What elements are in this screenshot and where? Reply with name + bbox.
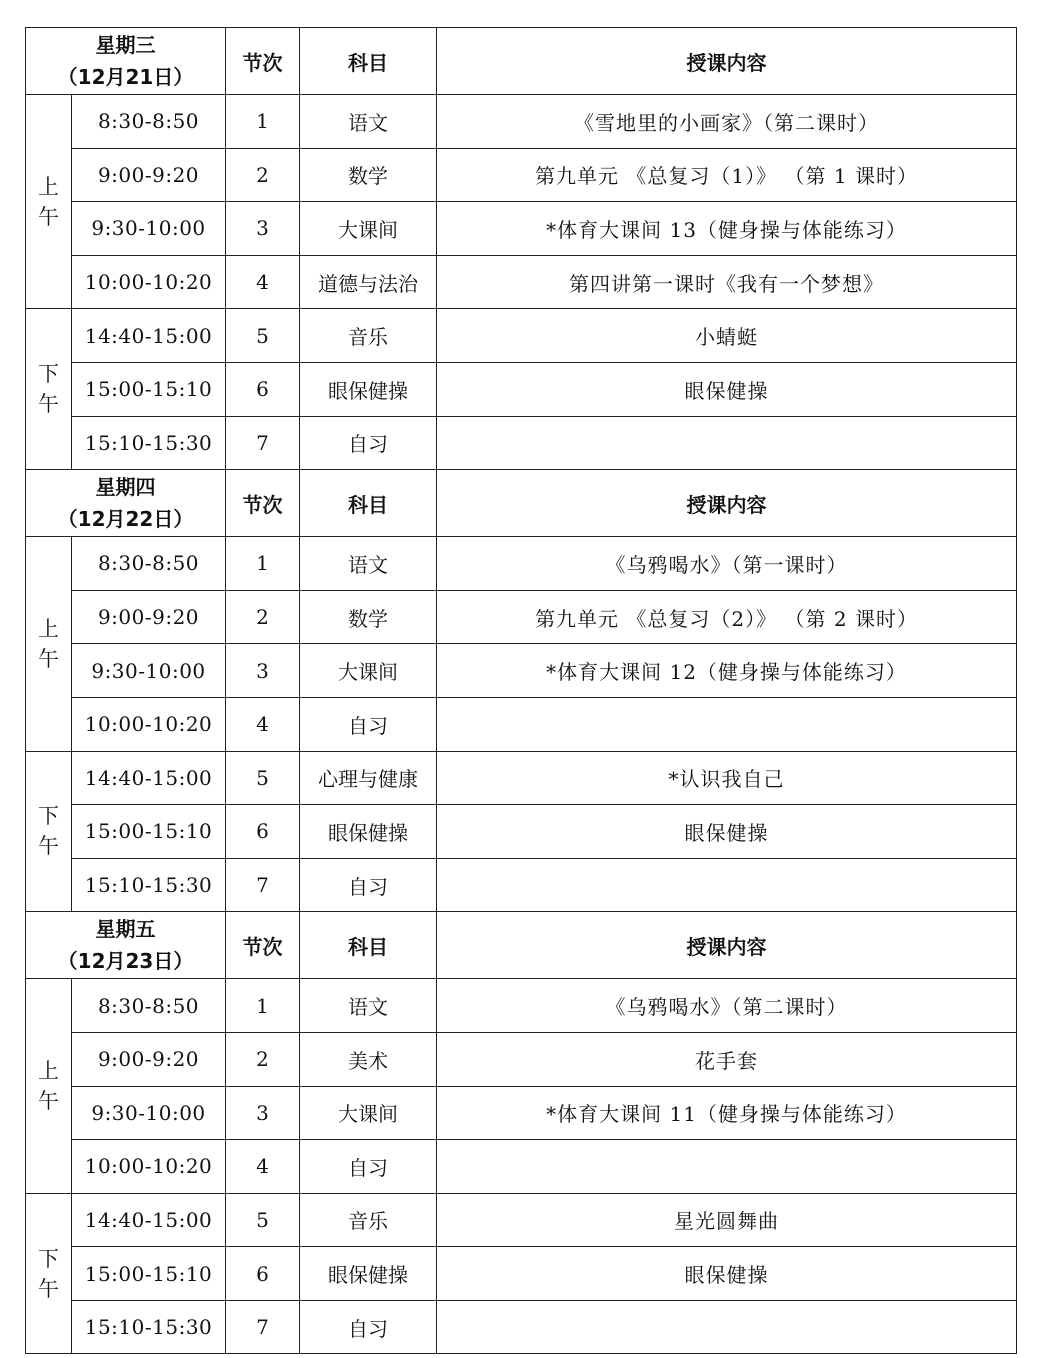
subject-cell: 数学: [300, 590, 437, 644]
period-cell: 2: [226, 590, 300, 644]
time-cell: 9:00-9:20: [72, 1032, 226, 1086]
time-cell: 15:10-15:30: [72, 1300, 226, 1354]
subject-cell: 大课间: [300, 202, 437, 256]
content-cell: [437, 1300, 1017, 1354]
table-row: [26, 644, 1017, 698]
period-cell: 6: [226, 1247, 300, 1301]
content-cell: [437, 416, 1017, 470]
period-cell: 2: [226, 1032, 300, 1086]
session-label: 下午: [38, 804, 59, 859]
day-header-row: [26, 28, 1017, 95]
time-cell: 9:00-9:20: [72, 148, 226, 202]
time-cell: 9:30-10:00: [72, 1086, 226, 1140]
time-cell: 10:00-10:20: [72, 697, 226, 751]
table-row: [26, 1193, 1017, 1247]
subject-cell: 音乐: [300, 309, 437, 363]
period-cell: 7: [226, 1300, 300, 1354]
time-cell: 15:10-15:30: [72, 858, 226, 912]
content-cell: 花手套: [437, 1032, 1017, 1086]
table-row: [26, 805, 1017, 859]
period-header: 节次: [226, 470, 300, 537]
subject-cell: 语文: [300, 95, 437, 149]
session-label: 上午: [38, 1059, 59, 1113]
period-cell: 4: [226, 255, 300, 309]
content-cell: 眼保健操: [437, 805, 1017, 859]
subject-cell: 眼保健操: [300, 1247, 437, 1301]
day-cell: [26, 28, 226, 95]
subject-header: 科目: [300, 470, 437, 537]
content-cell: *认识我自己: [437, 751, 1017, 805]
content-cell: 第九单元 《总复习（2）》 （第 2 课时）: [437, 590, 1017, 644]
schedule-body: [26, 28, 1017, 1354]
period-cell: 7: [226, 858, 300, 912]
time-cell: 15:00-15:10: [72, 805, 226, 859]
content-cell: *体育大课间 13（健身操与体能练习）: [437, 202, 1017, 256]
table-row: [26, 979, 1017, 1033]
time-cell: 15:10-15:30: [72, 416, 226, 470]
content-cell: [437, 1140, 1017, 1194]
content-header: 授课内容: [437, 470, 1017, 537]
period-cell: 3: [226, 644, 300, 698]
subject-cell: 心理与健康: [300, 751, 437, 805]
session-label: 上午: [38, 616, 59, 671]
day-date: （12月21日）: [57, 65, 194, 89]
table-row: [26, 95, 1017, 149]
subject-cell: 美术: [300, 1032, 437, 1086]
time-cell: 14:40-15:00: [72, 1193, 226, 1247]
subject-cell: 大课间: [300, 644, 437, 698]
subject-cell: 自习: [300, 416, 437, 470]
period-cell: 3: [226, 1086, 300, 1140]
table-row: [26, 1086, 1017, 1140]
day-name: 星期四: [95, 475, 156, 500]
table-row: [26, 858, 1017, 912]
content-cell: *体育大课间 12（健身操与体能练习）: [437, 644, 1017, 698]
session-cell: [26, 751, 72, 912]
session-cell: [26, 1193, 72, 1354]
subject-cell: 语文: [300, 979, 437, 1033]
schedule-table: [25, 27, 1017, 1354]
day-header-row: [26, 470, 1017, 537]
day-name: 星期三: [95, 33, 156, 57]
content-cell: 《乌鸦喝水》（第二课时）: [437, 979, 1017, 1033]
time-cell: 14:40-15:00: [72, 751, 226, 805]
subject-cell: 自习: [300, 858, 437, 912]
time-cell: 15:00-15:10: [72, 1247, 226, 1301]
time-cell: 14:40-15:00: [72, 309, 226, 363]
content-header: 授课内容: [437, 28, 1017, 95]
table-row: [26, 751, 1017, 805]
session-label: 上午: [38, 174, 59, 229]
period-cell: 5: [226, 309, 300, 363]
period-cell: 1: [226, 537, 300, 591]
day-date: （12月22日）: [57, 507, 194, 532]
subject-header: 科目: [300, 28, 437, 95]
session-label: 下午: [38, 362, 59, 417]
content-cell: 《雪地里的小画家》（第二课时）: [437, 95, 1017, 149]
content-cell: 星光圆舞曲: [437, 1193, 1017, 1247]
session-cell: [26, 979, 72, 1193]
table-row: [26, 255, 1017, 309]
period-cell: 5: [226, 1193, 300, 1247]
day-cell: [26, 912, 226, 979]
period-cell: 4: [226, 697, 300, 751]
session-cell: [26, 95, 72, 309]
period-cell: 2: [226, 148, 300, 202]
table-row: [26, 362, 1017, 416]
time-cell: 8:30-8:50: [72, 537, 226, 591]
time-cell: 9:30-10:00: [72, 644, 226, 698]
table-row: [26, 1032, 1017, 1086]
subject-cell: 大课间: [300, 1086, 437, 1140]
subject-cell: 自习: [300, 1140, 437, 1194]
period-header: 节次: [226, 28, 300, 95]
time-cell: 8:30-8:50: [72, 95, 226, 149]
subject-cell: 道德与法治: [300, 255, 437, 309]
subject-header: 科目: [300, 912, 437, 979]
content-header: 授课内容: [437, 912, 1017, 979]
table-row: [26, 590, 1017, 644]
table-row: [26, 148, 1017, 202]
period-cell: 7: [226, 416, 300, 470]
content-cell: 眼保健操: [437, 362, 1017, 416]
session-cell: [26, 537, 72, 751]
subject-cell: 数学: [300, 148, 437, 202]
content-cell: 第九单元 《总复习（1）》 （第 1 课时）: [437, 148, 1017, 202]
period-cell: 5: [226, 751, 300, 805]
content-cell: 第四讲第一课时《我有一个梦想》: [437, 255, 1017, 309]
subject-cell: 语文: [300, 537, 437, 591]
time-cell: 9:00-9:20: [72, 590, 226, 644]
table-row: [26, 537, 1017, 591]
period-cell: 1: [226, 979, 300, 1033]
time-cell: 9:30-10:00: [72, 202, 226, 256]
content-cell: [437, 858, 1017, 912]
table-row: [26, 416, 1017, 470]
day-date: （12月23日）: [57, 949, 194, 974]
content-cell: 眼保健操: [437, 1247, 1017, 1301]
time-cell: 10:00-10:20: [72, 1140, 226, 1194]
subject-cell: 眼保健操: [300, 362, 437, 416]
subject-cell: 音乐: [300, 1193, 437, 1247]
period-cell: 6: [226, 362, 300, 416]
session-cell: [26, 309, 72, 470]
table-row: [26, 202, 1017, 256]
table-row: [26, 309, 1017, 363]
content-cell: 小蜻蜓: [437, 309, 1017, 363]
period-cell: 1: [226, 95, 300, 149]
time-cell: 8:30-8:50: [72, 979, 226, 1033]
period-header: 节次: [226, 912, 300, 979]
time-cell: 10:00-10:20: [72, 255, 226, 309]
table-row: [26, 697, 1017, 751]
content-cell: 《乌鸦喝水》（第一课时）: [437, 537, 1017, 591]
table-row: [26, 1247, 1017, 1301]
content-cell: *体育大课间 11（健身操与体能练习）: [437, 1086, 1017, 1140]
content-cell: [437, 697, 1017, 751]
session-label: 下午: [38, 1246, 59, 1301]
subject-cell: 眼保健操: [300, 805, 437, 859]
subject-cell: 自习: [300, 697, 437, 751]
table-row: [26, 1300, 1017, 1354]
period-cell: 6: [226, 805, 300, 859]
day-cell: [26, 470, 226, 537]
period-cell: 3: [226, 202, 300, 256]
time-cell: 15:00-15:10: [72, 362, 226, 416]
day-name: 星期五: [95, 917, 156, 942]
table-row: [26, 1140, 1017, 1194]
period-cell: 4: [226, 1140, 300, 1194]
day-header-row: [26, 912, 1017, 979]
subject-cell: 自习: [300, 1300, 437, 1354]
